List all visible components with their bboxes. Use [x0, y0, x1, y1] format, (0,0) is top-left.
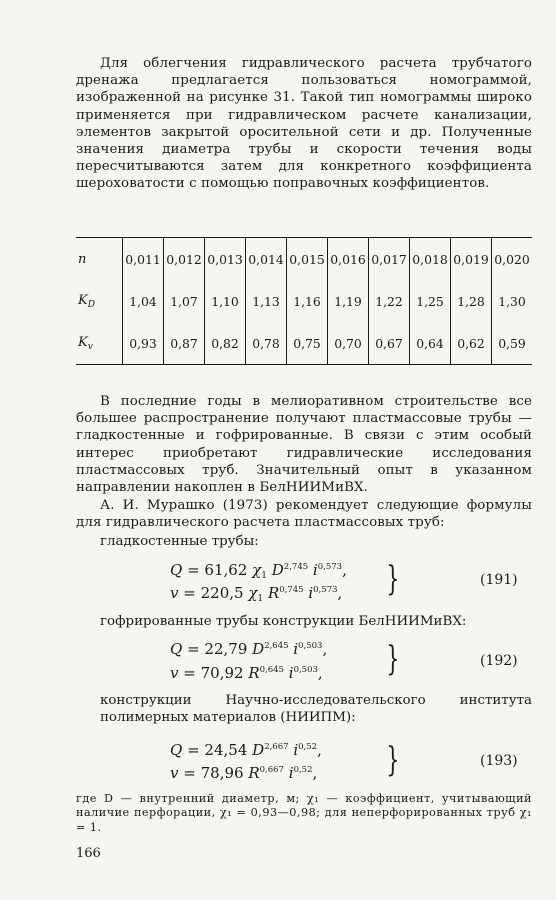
page-number: 166 [76, 846, 101, 861]
table-cell: 1,30 [492, 280, 533, 322]
table-cell: 0,87 [164, 322, 205, 365]
label-corrugated-pipes: гофрированные трубы конструкции БелНИИМиВХ: [100, 614, 467, 629]
table-row-kv [76, 322, 532, 365]
intro-paragraph: Для облегчения гидравлического расчета трубчатого дренажа предлагается пользоваться номограммой, изображенной на рисунке 31. Такой тип номограммы широко применяется при гидравлическом расчете канализации, элементов закрытой оросительной сети и др. Полученные значения диаметра трубы и скорости течения воды пересчитываются затем для конкретного коэффициента шероховатости с помощью поправочных коэффициентов. [76, 56, 532, 192]
table-cell: 0,015 [287, 238, 328, 281]
label-niipm-pipes: конструкции Научно-исследовательского института полимерных материалов (НИИПМ): [100, 693, 532, 725]
table-cell: 1,16 [287, 280, 328, 322]
table-cell: 0,78 [246, 322, 287, 365]
table-cell: 0,70 [328, 322, 369, 365]
table-cell: 0,016 [328, 238, 369, 281]
footnote: где D — внутренний диаметр, м; χ₁ — коэффициент, учитывающий наличие перфорации, χ₁ = 0,93—0,98; для неперфорированных труб χ₁ = 1. [76, 792, 532, 834]
table-cell: 0,019 [451, 238, 492, 281]
equation-number-191: (191) [480, 572, 518, 588]
brace-192: } [386, 639, 400, 679]
table-cell: 0,64 [410, 322, 451, 365]
table-cell: 1,13 [246, 280, 287, 322]
table-cell: 0,75 [287, 322, 328, 365]
table-cell: 0,014 [246, 238, 287, 281]
correction-coefficients-table [76, 237, 532, 365]
table-cell: 0,017 [369, 238, 410, 281]
formula-191-line-2: v = 220,5 $\chi_1$ R$^{0,745}$ $i^{0,573}$, [170, 584, 343, 604]
paragraph-plastic-pipes: В последние годы в мелиоративном строительстве все большее распространение получают пластмассовые трубы — гладкостенные и гофрированные. В связи с этим особый интерес приобретают гидравлические исследования пластмассовых труб. Значительный опыт в указанном направлении накоплен в БелНИИМиВХ. [76, 394, 532, 496]
brace-193: } [386, 740, 400, 780]
row-head-n: n [76, 238, 123, 281]
table-cell: 1,25 [410, 280, 451, 322]
table-cell: 0,018 [410, 238, 451, 281]
table-cell: 0,020 [492, 238, 533, 281]
table-cell: 0,013 [205, 238, 246, 281]
table-row-kd [76, 280, 532, 322]
paragraph-murashko: А. И. Мурашко (1973) рекомендует следующие формулы для гидравлического расчета пластмассовых труб: [76, 498, 532, 531]
row-head-kv: $K_v$ [76, 322, 123, 365]
brace-191: } [386, 559, 400, 599]
table-cell: 0,62 [451, 322, 492, 365]
formula-192-line-1: Q = 22,79 D$^{2,645}$ $i^{0,503}$, [170, 640, 328, 658]
table-cell: 1,22 [369, 280, 410, 322]
formula-192-line-2: v = 70,92 R$^{0,645}$ $i^{0,503}$, [170, 664, 323, 682]
formula-193-line-2: v = 78,96 R$^{0,667}$ $i^{0,52}$, [170, 764, 318, 782]
formula-193-line-1: Q = 24,54 D$^{2,667}$ $i^{0,52}$, [170, 741, 322, 759]
label-smooth-pipes: гладкостенные трубы: [100, 534, 259, 549]
table-row-n [76, 238, 532, 281]
table-cell: 1,07 [164, 280, 205, 322]
equation-number-193: (193) [480, 753, 518, 769]
table-cell: 1,04 [123, 280, 164, 322]
equation-number-192: (192) [480, 653, 518, 669]
table-cell: 1,28 [451, 280, 492, 322]
row-head-kd: $K_D$ [78, 292, 95, 310]
table-cell: 1,19 [328, 280, 369, 322]
table-cell: 0,011 [123, 238, 164, 281]
table-cell: 0,93 [123, 322, 164, 365]
table-cell: 0,67 [369, 322, 410, 365]
table-cell: 0,012 [164, 238, 205, 281]
formula-191-line-1: Q = 61,62 $\chi_1$ D$^{2,745}$ $i^{0,573}$, [170, 561, 347, 581]
table-cell: 1,10 [205, 280, 246, 322]
table-cell: 0,82 [205, 322, 246, 365]
table-cell: 0,59 [492, 322, 533, 365]
